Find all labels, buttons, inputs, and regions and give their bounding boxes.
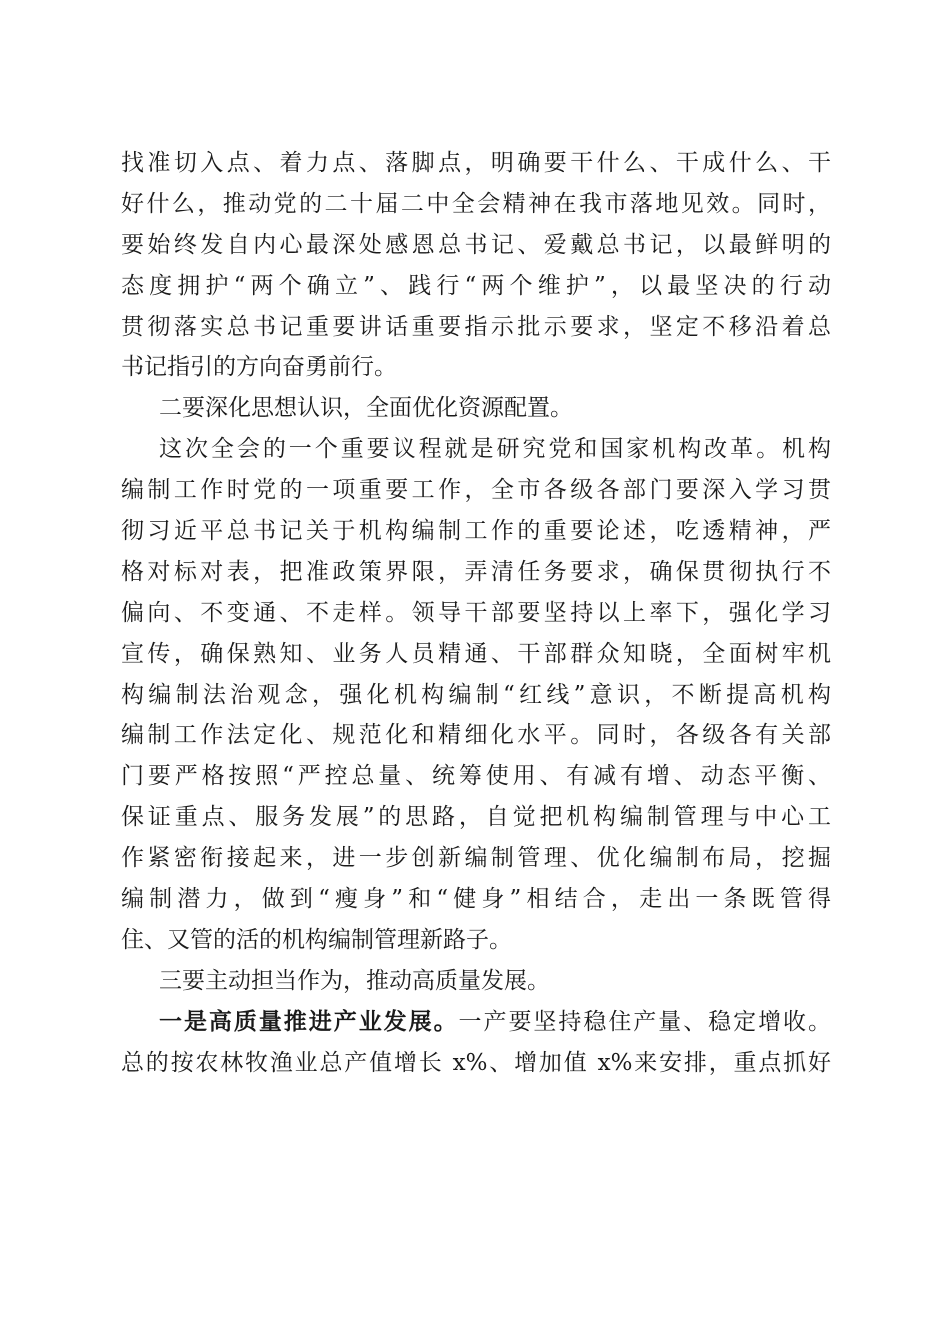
paragraph-line: 保证重点、服务发展”的思路，自觉把机构编制管理与中心工	[121, 804, 831, 831]
paragraph-line: 好什么，推动党的二十届二中全会精神在我市落地见效。同时，	[121, 190, 831, 217]
paragraph-line: 偏向、不变通、不走样。领导干部要坚持以上率下，强化学习	[121, 599, 831, 626]
paragraph-line: 编制工作时党的一项重要工作，全市各级各部门要深入学习贯	[121, 477, 831, 504]
paragraph-line: 编制潜力，做到“瘦身”和“健身”相结合，走出一条既管得	[121, 886, 831, 913]
paragraph-line: 门要严格按照“严控总量、统筹使用、有减有增、动态平衡、	[121, 763, 831, 790]
document-body	[121, 143, 831, 1083]
paragraph-line: 这次全会的一个重要议程就是研究党和国家机构改革。机构	[159, 436, 831, 463]
paragraph-line: 态度拥护“两个确立”、践行“两个维护”，以最坚决的行动	[121, 272, 831, 299]
paragraph-line: 作紧密衔接起来，进一步创新编制管理、优化编制布局，挖掘	[121, 845, 831, 872]
paragraph-line: 贯彻落实总书记重要讲话重要指示批示要求，坚定不移沿着总	[121, 313, 831, 340]
paragraph-line: 总的按农林牧渔业总产值增长 x%、增加值 x%来安排，重点抓好	[121, 1049, 831, 1076]
paragraph-line: 找准切入点、着力点、落脚点，明确要干什么、干成什么、干	[121, 150, 831, 176]
paragraph-line: 彻习近平总书记关于机构编制工作的重要论述，吃透精神，严	[121, 518, 831, 545]
section-heading: 三要主动担当作为，推动高质量发展。	[159, 967, 550, 994]
section-heading: 二要深化思想认识，全面优化资源配置。	[159, 395, 573, 422]
paragraph-line	[121, 1002, 831, 1043]
paragraph-line: 格对标对表，把准政策界限，弄清任务要求，确保贯彻执行不	[121, 558, 831, 585]
paragraph-line: 编制工作法定化、规范化和精细化水平。同时，各级各有关部	[121, 722, 831, 749]
paragraph-line: 住、又管的活的机构编制管理新路子。	[121, 926, 512, 953]
paragraph-line: 要始终发自内心最深处感恩总书记、爱戴总书记，以最鲜明的	[121, 231, 831, 258]
paragraph-line: 构编制法治观念，强化机构编制“红线”意识，不断提高机构	[121, 681, 831, 708]
paragraph-line: 书记指引的方向奋勇前行。	[121, 354, 397, 381]
lead-rest-text: 一产要坚持稳住产量、稳定增收。	[458, 1008, 832, 1035]
paragraph-line: 宣传，确保熟知、业务人员精通、干部群众知晓，全面树牢机	[121, 640, 831, 667]
bold-lead-text: 一是高质量推进产业发展。	[159, 1007, 459, 1035]
